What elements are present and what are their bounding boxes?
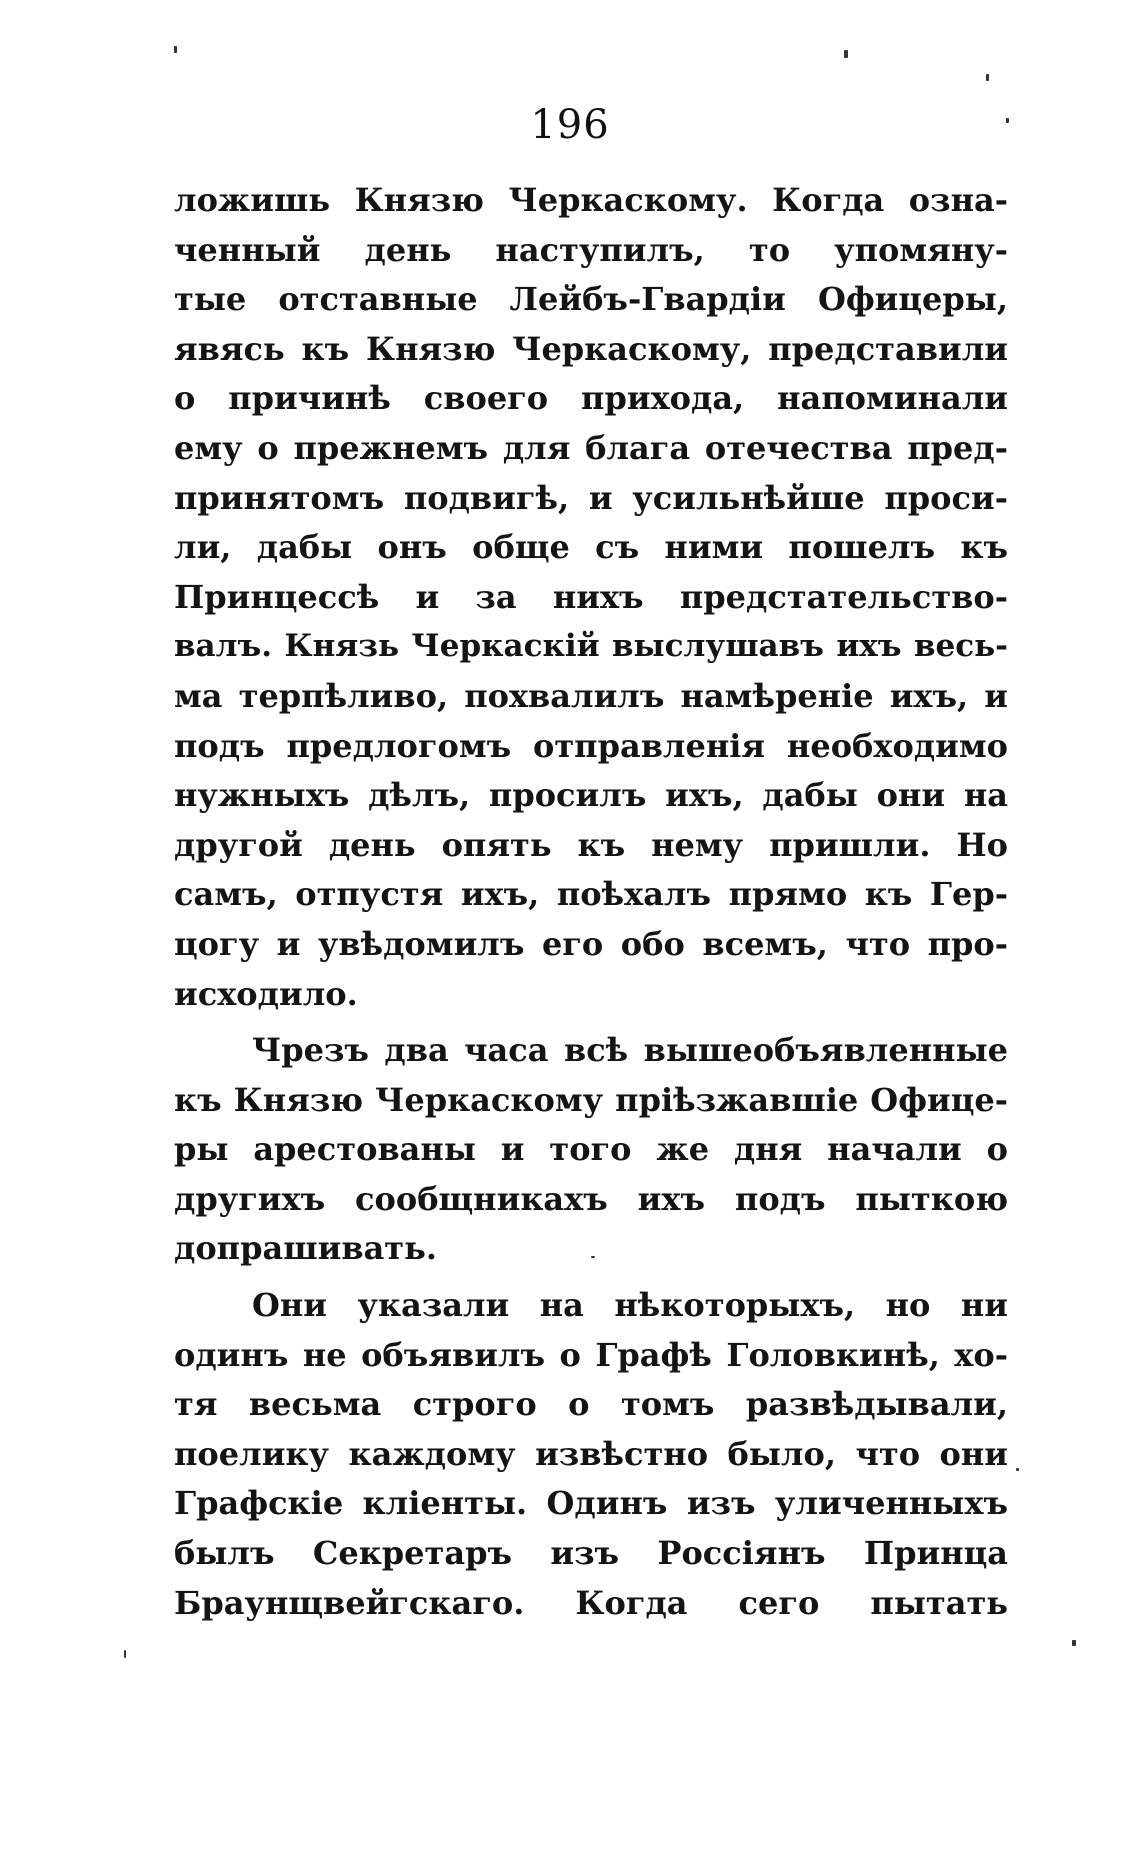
text-line: былъ Секретаръ изъ Россіянъ Принца — [174, 1534, 1008, 1573]
text-line: ченный день наступилъ, то упомяну- — [174, 230, 1008, 269]
text-line: одинъ не объявилъ о Графѣ Головкинѣ, хо- — [174, 1335, 1008, 1374]
paragraph-2 — [174, 1026, 1008, 1274]
scan-speck — [174, 46, 177, 53]
text-line: ему о прежнемъ для блага отечества пред- — [174, 428, 1008, 467]
text-line: Чрезъ два часа всѣ вышеобъявленные — [252, 1031, 1008, 1070]
text-line: валъ. Князь Черкаскій выслушавъ ихъ весь- — [174, 628, 1008, 665]
body-text — [174, 176, 1008, 1628]
text-line: самъ, отпустя ихъ, поѣхалъ прямо къ Гер- — [174, 875, 1008, 914]
text-line: другой день опять къ нему пришли. Но — [174, 825, 1008, 864]
paragraph-3 — [174, 1281, 1008, 1628]
text-line: нужныхъ дѣлъ, просилъ ихъ, дабы они на — [174, 776, 1008, 815]
text-line: ры арестованы и того же дня начали о — [174, 1130, 1008, 1169]
text-line: Они указали на нѣкоторыхъ, но ни — [252, 1286, 1008, 1325]
text-line: Браунщвейгскаго. Когда сего пытать — [174, 1583, 1008, 1622]
paragraph-gap — [174, 1019, 1008, 1026]
text-line: къ Князю Черкаскому пріѣзжавшіе Офице- — [174, 1080, 1008, 1119]
text-line: поелику каждому извѣстно было, что они — [174, 1434, 1008, 1473]
text-line: ли, дабы онъ обще съ ними пошелъ къ — [174, 528, 1008, 567]
text-line: цогу и увѣдомилъ его обо всемъ, что про- — [174, 924, 1008, 963]
text-line: принятомъ подвигѣ, и усильнѣйше проси- — [174, 478, 1008, 517]
text-line: допрашивать. — [174, 1229, 437, 1268]
text-line: исходило. — [174, 974, 358, 1013]
text-line: другихъ сообщникахъ ихъ подъ пыткою — [174, 1179, 1008, 1218]
text-line: ложишь Князю Черкаскому. Когда озна- — [174, 181, 1008, 219]
paragraph-1 — [174, 176, 1008, 1019]
scan-speck — [591, 1256, 595, 1258]
scan-speck — [124, 1650, 126, 1658]
text-line: явясь къ Князю Черкаскому, представили — [174, 329, 1008, 368]
scan-speck — [844, 50, 848, 58]
scan-speck — [1072, 1640, 1076, 1646]
text-line: тя весьма строго о томъ развѣдывали, — [174, 1385, 1008, 1424]
text-line: тые отставные Лейбъ-Гвардіи Офицеры, — [174, 280, 1008, 319]
text-line: о причинѣ своего прихода, напоминали — [174, 379, 1008, 418]
scan-speck — [1016, 1468, 1019, 1471]
text-line: Принцессѣ и за нихъ предстательство- — [174, 577, 1008, 616]
text-line: ма терпѣливо, похвалилъ намѣреніе ихъ, и — [174, 676, 1008, 715]
paragraph-gap — [174, 1274, 1008, 1281]
text-line: подъ предлогомъ отправленія необходимо — [174, 726, 1008, 765]
scan-speck — [1006, 118, 1009, 123]
scan-speck — [986, 74, 989, 81]
page-number: 196 — [530, 102, 610, 148]
text-line: Графскіе кліенты. Одинъ изъ уличенныхъ — [174, 1484, 1008, 1523]
